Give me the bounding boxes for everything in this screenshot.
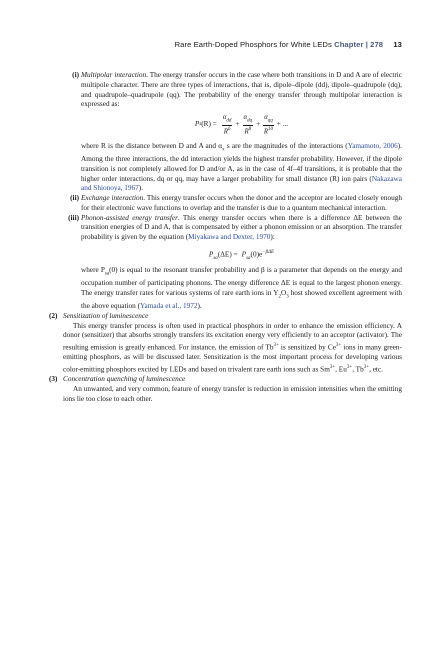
citation-link[interactable]: Nakazawa and Shionoya, 1967 bbox=[81, 174, 402, 193]
equation-phonon: $P_{sa}(\Delta E) = P_{sa}(0)e^{-\beta\Delta E}$ bbox=[208, 249, 275, 261]
section-title: Concentration quenching of luminescence bbox=[63, 375, 186, 384]
citation-link[interactable]: Yamada et al., 1972 bbox=[139, 302, 198, 311]
sensitization-heading bbox=[49, 312, 402, 322]
item-title: Phonon-assisted energy transfer bbox=[81, 213, 178, 222]
multipolar-paragraph: (i) Multipolar interaction. The energy transfer occurs in the case where both transitions in D and A are of electric multipole character. There are three types of interactions, that is, dipole–dipole (dd), dipole–quadrupole (dq), and quadrupole–quadrupole (qq). The probability of the energy transfer through multipolar interaction is expressed as: bbox=[72, 71, 403, 109]
running-header bbox=[0, 40, 402, 49]
exchange-paragraph: (ii) Exchange interaction. This energy transfer occurs when the donor and the acceptor are located closely enough for their electronic wave functions to overlap and the transfer is due to a quantum mechanical interaction. bbox=[70, 194, 402, 212]
item-title: Exchange interaction bbox=[81, 194, 144, 203]
citation-link[interactable]: Yamamoto, 2006 bbox=[347, 142, 398, 150]
item-label: (i) bbox=[72, 71, 79, 79]
chapter-label: Chapter | 278 bbox=[334, 40, 384, 49]
section-label: (2) bbox=[49, 311, 58, 320]
section-label: (3) bbox=[49, 375, 58, 384]
section-title: Sensitization of luminescence bbox=[63, 311, 149, 320]
item-label: (iii) bbox=[68, 213, 79, 222]
running-title: Rare Earth-Doped Phosphors for White LEDs bbox=[174, 40, 332, 49]
fraction-dd: $\frac{\alpha_{dd}}{R^6}$ bbox=[222, 113, 232, 136]
quenching-paragraph: An unwanted, and very common, feature of energy transfer is reduction in emission intensities when the emitting ions lie too close to each other. bbox=[63, 384, 402, 403]
quenching-heading bbox=[49, 375, 402, 385]
equation-multipolar: P s (R) = $\frac{\alpha_{dd}}{R^6}$ + $\frac{\alpha_{dq}}{R^8}$ + $\frac{\alpha_{qq}}{R^{10}}$ + ... bbox=[194, 113, 289, 136]
phonon-paragraph: (iii) Phonon-assisted energy transfer. This energy transfer occurs when there is a difference ΔE between the transition energies of D and A, that is compensated by either a phonon emission or an absorption. The transfer probability is given by the equation (Miyakawa and Dexter, 1970): bbox=[68, 213, 402, 242]
multipolar-paragraph-cont: where R is the distance between D and A and $\alpha_x$ s are the magnitudes of the interactions (Yamamoto, 2006). Among the three interactions, the dd interaction yields the highest transfer probability. However, if the dipole transition is not completely allowed for D and/or A, as in the case of 4f–4f transitions, it is probable that the higher order interactions, dq or qq, may have a larger probability for small distance (R) ion pairs (Nakazawa and Shionoya, 1967). bbox=[81, 142, 402, 193]
fraction-qq: $\frac{\alpha_{qq}}{R^{10}}$ bbox=[263, 113, 274, 136]
fraction-dq: $\frac{\alpha_{dq}}{R^8}$ bbox=[243, 113, 253, 136]
item-label: (ii) bbox=[70, 194, 79, 203]
page-number: 13 bbox=[393, 40, 402, 49]
sensitization-paragraph: This energy transfer process is often used in practical phosphors in order to enhance the emission efficiency. A donor (sensitizer) that absorbs strongly transfers its excitation energy very efficiently to an acceptor (activator). The resulting emission is greatly enhanced. For instance, the emission of $Tb^{3+}$ is sensitized by $Ce^{3+}$ ions in many green-emitting phosphors, as will be discussed later. Sensitization is the most important process for developing various color-emitting phosphors excited by LEDs and based on trivalent rare earth ions such as $Sm^{3+}$, $Eu^{3+}$, $Tb^{3+}$, etc. bbox=[63, 321, 402, 374]
phonon-paragraph-cont: where $P_{sa}(0)$ is equal to the resonant transfer probability and β is a parameter that depends on the energy and occupation number of participating phonons. The energy difference ΔE is equal to the largest phonon energy. The energy transfer rates for various systems of rare earth ions in $Y_2O_3$ host showed excellent agreement with the above equation (Yamada et al., 1972). bbox=[81, 265, 403, 311]
item-title: Multipolar interaction bbox=[81, 71, 147, 79]
page-body bbox=[49, 71, 402, 404]
citation-link[interactable]: Miyakawa and Dexter, 1970 bbox=[188, 233, 271, 242]
